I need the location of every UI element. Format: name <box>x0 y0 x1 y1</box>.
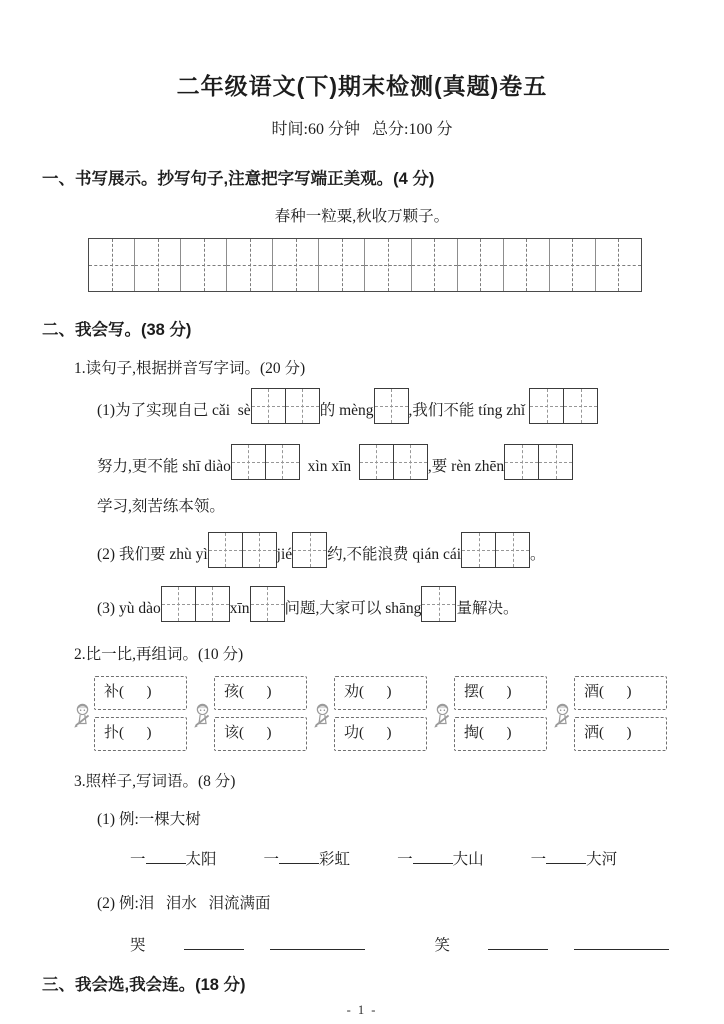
prompt-word: 哭 <box>130 937 146 954</box>
line-text: ,我们不能 tíng zhǐ <box>408 402 530 419</box>
answer-blank[interactable] <box>146 848 186 864</box>
compare-pair-column <box>454 676 547 751</box>
answer-blank[interactable] <box>279 848 319 864</box>
writing-grid-cell[interactable] <box>226 239 272 291</box>
tianzige-cell[interactable] <box>360 445 393 479</box>
handwriting-grid[interactable] <box>88 238 642 292</box>
pinyin-answer-box[interactable] <box>374 388 409 424</box>
tianzige-cell[interactable] <box>422 587 455 621</box>
line-text: xīn <box>229 600 250 617</box>
answer-blank[interactable] <box>488 934 548 950</box>
example-line-1: (1) 例:一棵大树 <box>97 811 201 828</box>
word-blanks-row <box>130 933 724 955</box>
compare-pairs-row <box>94 676 724 751</box>
compare-pair-column <box>214 676 307 751</box>
line-text: (2) 我们要 zhù yì <box>97 546 208 563</box>
tianzige-cell[interactable] <box>293 533 326 567</box>
pinyin-answer-box[interactable] <box>208 532 277 568</box>
writing-grid-cell[interactable] <box>364 239 410 291</box>
word-group-box[interactable]: 功( ) <box>334 717 427 751</box>
example-line-2: (2) 例:泪 泪水 泪流满面 <box>97 895 271 912</box>
word-group-box[interactable]: 酒( ) <box>574 676 667 710</box>
pinyin-line-3 <box>97 494 724 516</box>
writing-grid-cell[interactable] <box>134 239 180 291</box>
word-group-box[interactable]: 该( ) <box>214 717 307 751</box>
line-text: 努力,更不能 shī diào <box>97 458 231 475</box>
line-text: ,要 rèn zhēn <box>427 458 505 475</box>
exam-meta: 时间:60 分钟 总分:100 分 <box>271 121 453 138</box>
answer-blank[interactable] <box>574 934 669 950</box>
writing-grid-cell[interactable] <box>411 239 457 291</box>
tianzige-cell[interactable] <box>563 389 597 423</box>
answer-blank[interactable] <box>413 848 453 864</box>
section-two-heading: 二、我会写。(38 分) <box>42 321 192 339</box>
writing-grid-cell[interactable] <box>318 239 364 291</box>
section-one-heading: 一、书写展示。抄写句子,注意把字写端正美观。(4 分) <box>42 170 435 188</box>
line-text: (3) yù dào <box>97 600 161 617</box>
tianzige-cell[interactable] <box>495 533 529 567</box>
fill-blank-item <box>397 847 484 869</box>
page-title: 二年级语文(下)期末检测(真题)卷五 <box>176 73 548 99</box>
line-text: 量解决。 <box>456 600 519 617</box>
writing-grid-cell[interactable] <box>89 239 134 291</box>
pencil-kid-icon <box>193 702 212 730</box>
line-text: 问题,大家可以 shāng <box>284 600 422 617</box>
fill-word: 大山 <box>452 851 484 868</box>
tianzige-cell[interactable] <box>242 533 276 567</box>
line-text: 。 <box>530 546 546 563</box>
line-text: 学习,刻苦练本领。 <box>97 498 225 515</box>
question-2-title: 2.比一比,再组词。(10 分) <box>74 646 244 663</box>
tianzige-cell[interactable] <box>162 587 195 621</box>
word-blank-group <box>435 933 670 955</box>
fill-blanks-row <box>130 847 724 869</box>
pinyin-answer-box[interactable] <box>250 586 285 622</box>
tianzige-cell[interactable] <box>375 389 408 423</box>
tianzige-cell[interactable] <box>252 389 285 423</box>
section-three-heading: 三、我会选,我会连。(18 分) <box>42 976 246 994</box>
pinyin-line-5 <box>97 586 724 622</box>
writing-grid-cell[interactable] <box>457 239 503 291</box>
word-blank-group <box>130 933 365 955</box>
fill-prefix: 一 <box>263 851 280 868</box>
writing-grid-cell[interactable] <box>503 239 549 291</box>
fill-blank-item <box>531 847 618 869</box>
tianzige-cell[interactable] <box>209 533 242 567</box>
pinyin-line-2 <box>97 444 724 480</box>
pinyin-answer-box[interactable] <box>421 586 456 622</box>
writing-grid-cell[interactable] <box>180 239 226 291</box>
pinyin-line-1 <box>97 388 724 424</box>
answer-blank[interactable] <box>546 848 586 864</box>
compare-pair-column <box>334 676 427 751</box>
tianzige-cell[interactable] <box>538 445 572 479</box>
line-text: 约,不能浪费 qián cái <box>327 546 462 563</box>
line-text: xìn xīn <box>299 458 359 475</box>
tianzige-cell[interactable] <box>232 445 265 479</box>
fill-word: 大河 <box>586 851 618 868</box>
writing-grid-cell[interactable] <box>272 239 318 291</box>
answer-blank[interactable] <box>270 934 365 950</box>
tianzige-cell[interactable] <box>393 445 427 479</box>
pencil-kid-icon <box>433 702 452 730</box>
pinyin-answer-box[interactable] <box>529 388 598 424</box>
tianzige-cell[interactable] <box>195 587 229 621</box>
tianzige-cell[interactable] <box>530 389 563 423</box>
writing-grid-cell[interactable] <box>549 239 595 291</box>
tianzige-cell[interactable] <box>265 445 299 479</box>
pinyin-answer-box[interactable] <box>292 532 327 568</box>
question-1-title: 1.读句子,根据拼音写字词。(20 分) <box>74 360 306 377</box>
question-3-title: 3.照样子,写词语。(8 分) <box>74 773 236 790</box>
fill-blank-item <box>264 847 351 869</box>
tianzige-cell[interactable] <box>251 587 284 621</box>
line-text: 的 mèng <box>319 402 374 419</box>
answer-blank[interactable] <box>184 934 244 950</box>
copy-sentence: 春种一粒粟,秋收万颗子。 <box>274 208 450 225</box>
fill-prefix: 一 <box>530 851 547 868</box>
pinyin-answer-box[interactable] <box>461 532 530 568</box>
compare-pair-column <box>574 676 667 751</box>
pinyin-answer-box[interactable] <box>251 388 320 424</box>
pinyin-answer-box[interactable] <box>161 586 230 622</box>
word-group-box[interactable]: 补( ) <box>94 676 187 710</box>
tianzige-cell[interactable] <box>505 445 538 479</box>
word-group-box[interactable]: 扑( ) <box>94 717 187 751</box>
pinyin-answer-box[interactable] <box>359 444 428 480</box>
pinyin-answer-box[interactable] <box>504 444 573 480</box>
fill-word: 彩虹 <box>319 851 351 868</box>
writing-grid-cell[interactable] <box>595 239 641 291</box>
pencil-kid-icon <box>313 702 332 730</box>
fill-word: 太阳 <box>185 851 217 868</box>
pinyin-answer-box[interactable] <box>231 444 300 480</box>
tianzige-cell[interactable] <box>462 533 495 567</box>
pencil-kid-icon <box>73 702 92 730</box>
compare-pair-column <box>94 676 187 751</box>
fill-prefix: 一 <box>130 851 146 868</box>
line-text: (1)为了实现自己 cǎi sè <box>97 402 251 419</box>
word-group-box[interactable]: 孩( ) <box>214 676 307 710</box>
line-text: jié <box>276 546 293 563</box>
prompt-word: 笑 <box>434 937 451 954</box>
word-group-box[interactable]: 劝( ) <box>334 676 427 710</box>
word-group-box[interactable]: 掏( ) <box>454 717 547 751</box>
pencil-kid-icon <box>553 702 572 730</box>
fill-prefix: 一 <box>397 851 413 868</box>
page-number: - 1 - <box>346 1003 378 1017</box>
pinyin-line-4 <box>97 532 724 568</box>
fill-blank-item <box>130 847 217 869</box>
tianzige-cell[interactable] <box>285 389 319 423</box>
word-group-box[interactable]: 洒( ) <box>574 717 667 751</box>
word-group-box[interactable]: 摆( ) <box>454 676 547 710</box>
